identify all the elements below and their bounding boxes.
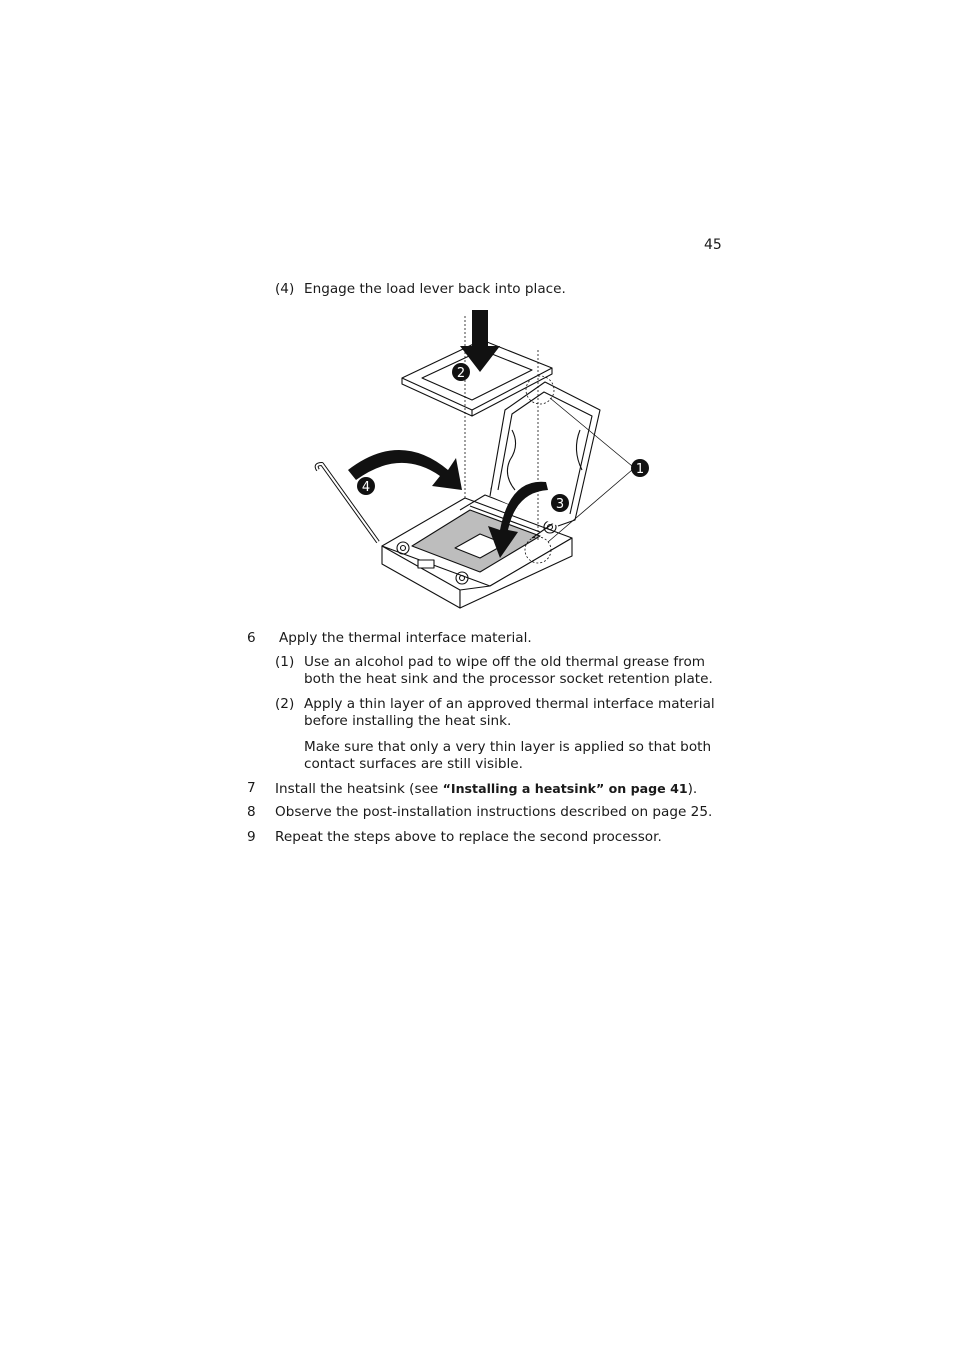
step-9-text: Repeat the steps above to replace the second processor. (275, 829, 662, 845)
substep-4-text: Engage the load lever back into place. (304, 281, 566, 297)
step-7-suffix: ). (687, 781, 698, 797)
substep-4-marker: (4) (275, 281, 295, 297)
step-7-number: 7 (247, 780, 256, 796)
note-line1: Make sure that only a very thin layer is applied so that both (304, 739, 712, 755)
step-7-prefix: Install the heatsink (see (275, 781, 443, 797)
substep-6-1-line1: Use an alcohol pad to wipe off the old thermal grease from (304, 654, 706, 670)
callout-1: 1 (635, 462, 645, 477)
page-number: 45 (704, 237, 722, 253)
processor-socket-illustration (300, 310, 670, 620)
substep-6-2-line1: Apply a thin layer of an approved thermal interface material (304, 696, 715, 712)
substep-6-1-marker: (1) (275, 654, 295, 670)
step-6-number: 6 (247, 630, 256, 646)
callout-2: 2 (456, 366, 466, 381)
substep-6-2-line2: before installing the heat sink. (304, 713, 512, 729)
substep-6-1-line2: both the heat sink and the processor socket retention plate. (304, 671, 713, 687)
note-line2: contact surfaces are still visible. (304, 756, 523, 772)
callout-3: 3 (555, 497, 565, 512)
step-7-text (275, 780, 697, 798)
step-8-text: Observe the post-installation instructions described on page 25. (275, 804, 713, 820)
step-8-number: 8 (247, 804, 256, 820)
callout-4: 4 (361, 480, 371, 495)
installing-heatsink-link[interactable]: “Installing a heatsink” on page 41 (442, 781, 688, 796)
step-9-number: 9 (247, 829, 256, 845)
step-6-text: Apply the thermal interface material. (279, 630, 532, 646)
substep-6-2-marker: (2) (275, 696, 295, 712)
